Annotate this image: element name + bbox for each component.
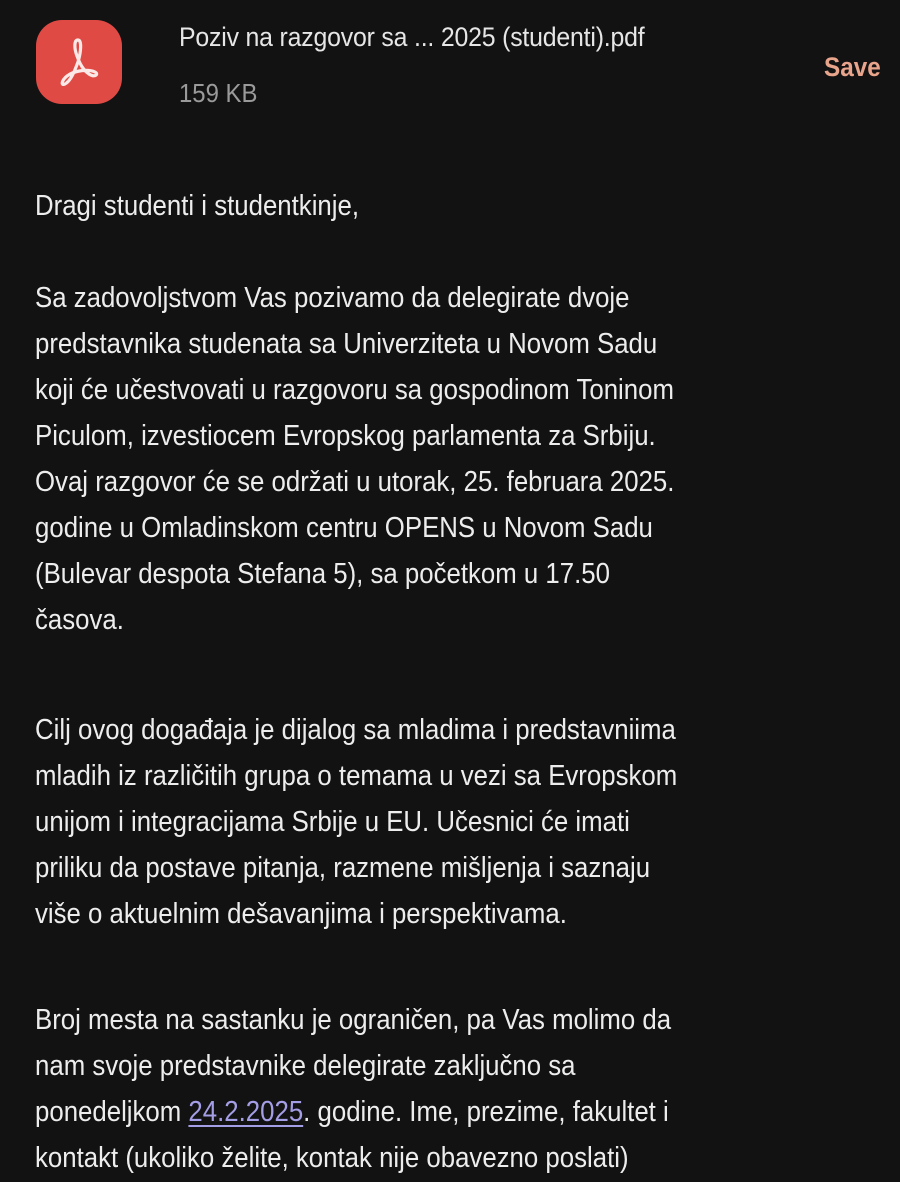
- paragraph-1-line: časova.: [35, 604, 124, 636]
- attachment-file-size: 159 KB: [179, 78, 258, 108]
- paragraph-3-line: kontakt (ukoliko želite, kontak nije obavezno poslati): [35, 1142, 629, 1174]
- save-button[interactable]: Save: [824, 52, 881, 82]
- paragraph-1-line: godine u Omladinskom centru OPENS u Novom Sadu: [35, 512, 653, 544]
- paragraph-1-line: Piculom, izvestiocem Evropskog parlamenta za Srbiju.: [35, 420, 656, 452]
- paragraph-3-line: nam svoje predstavnike delegirate zaključno sa: [35, 1050, 576, 1082]
- paragraph-1-line: predstavnika studenata sa Univerziteta u Novom Sadu: [35, 328, 658, 360]
- text: ponedeljkom: [35, 1096, 189, 1128]
- attachment-card[interactable]: [0, 0, 900, 140]
- paragraph-1-line: Ovaj razgovor će se održati u utorak, 25. februara 2025.: [35, 466, 675, 498]
- paragraph-2-line: priliku da postave pitanja, razmene mišljenja i saznaju: [35, 852, 651, 884]
- attachment-file-name[interactable]: Poziv na razgovor sa ... 2025 (studenti).pdf: [179, 22, 645, 52]
- pdf-icon[interactable]: [36, 20, 122, 104]
- paragraph-1-line: Sa zadovoljstvom Vas pozivamo da delegirate dvoje: [35, 282, 630, 314]
- text: . godine. Ime, prezime, fakultet i: [303, 1096, 669, 1128]
- paragraph-3-line: Broj mesta na sastanku je ograničen, pa Vas molimo da: [35, 1004, 672, 1036]
- date-link[interactable]: 24.2.2025: [188, 1096, 304, 1128]
- paragraph-2-line: Cilj ovog događaja je dijalog sa mladima i predstavniima: [35, 714, 676, 746]
- paragraph-1-line: (Bulevar despota Stefana 5), sa početkom u 17.50: [35, 558, 610, 590]
- acrobat-logo-icon: [53, 34, 105, 90]
- paragraph-2-line: mladih iz različitih grupa o temama u vezi sa Evropskom: [35, 760, 678, 792]
- paragraph-2-line: više o aktuelnim dešavanjima i perspektivama.: [35, 898, 567, 930]
- paragraph-1-line: koji će učestvovati u razgovoru sa gospodinom Toninom: [35, 374, 674, 406]
- paragraph-2-line: unijom i integracijama Srbije u EU. Učesnici će imati: [35, 806, 630, 838]
- greeting: Dragi studenti i studentkinje,: [35, 190, 360, 222]
- paragraph-3-line-with-date: [35, 1095, 669, 1129]
